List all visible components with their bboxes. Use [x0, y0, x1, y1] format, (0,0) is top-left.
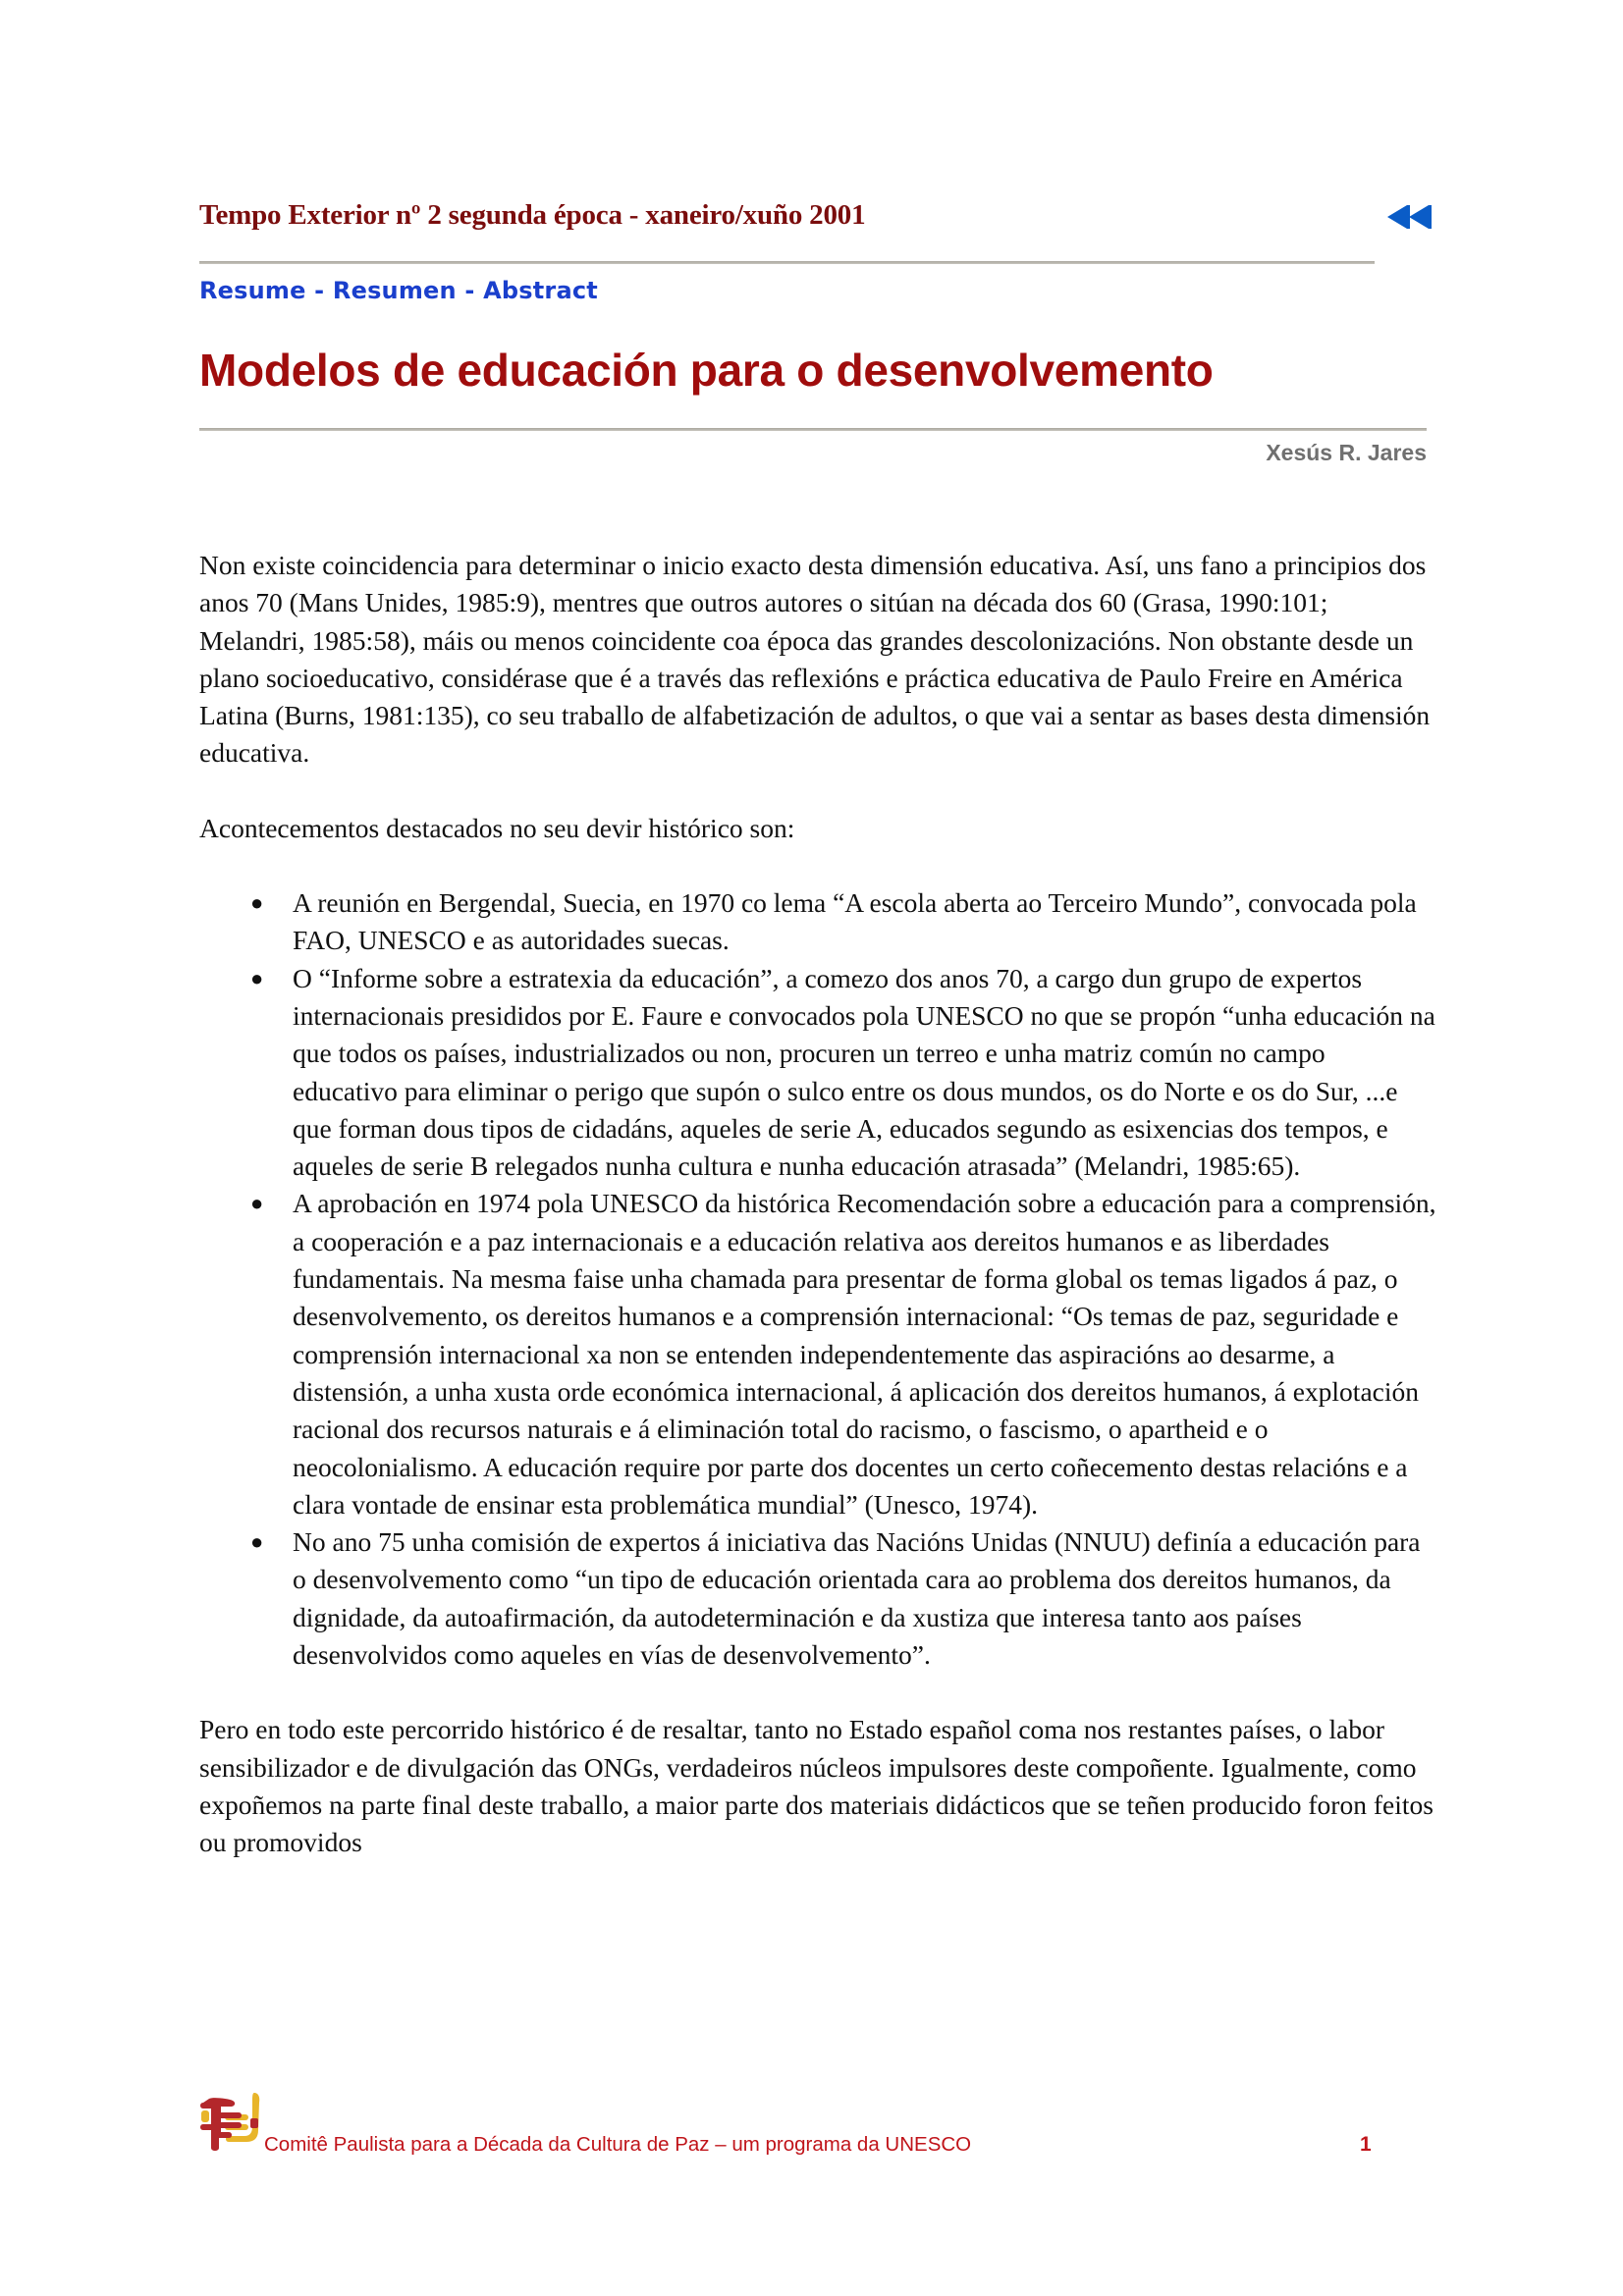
- bullet-icon: ●: [250, 890, 264, 916]
- article-body: [199, 547, 1436, 1899]
- list-item: [199, 1185, 1436, 1523]
- bullet-icon: ●: [250, 965, 264, 990]
- list-item-text: O “Informe sobre a estratexia da educación”, a comezo dos anos 70, a cargo dun grupo de expertos internacionais presididos por E. Faure e convocados pola UNESCO no que se propón “unha educación na que todos os países, industrializados ou non, procuren un terreo e unha matriz común no campo educativo para eliminar o perigo que supón o sulco entre os dous mundos, os do Norte e os do Sur, ...e que forman dous tipos de cidadáns, aqueles de serie A, educados segundo as esixencias dos tempos, e aqueles de serie B relegados nunha cultura e nunha educación atrasada” (Melandri, 1985:65).: [293, 962, 1435, 1182]
- paragraph-intro: Non existe coincidencia para determinar o inicio exacto desta dimensión educativa. Así, uns fano a principios dos anos 70 (Mans Unides, 1985:9), mentres que outros autores o sitúan na década dos 60 (Grasa, 1990:101; Melandri, 1985:58), máis ou menos coincidente coa época das grandes descolonizacións. Non obstante desde un plano socioeducativo, considérase que é a través das reflexións e práctica educativa de Paulo Freire en América Latina (Burns, 1981:135), co seu traballo de alfabetización de adultos, o que vai a sentar as bases desta dimensión educativa.: [199, 550, 1431, 769]
- paragraph-events-lead: Acontecementos destacados no seu devir histórico son:: [199, 812, 795, 843]
- link-resume[interactable]: Resume: [199, 277, 306, 304]
- list-item-text: A reunión en Bergendal, Suecia, en 1970 co lema “A escola aberta ao Terceiro Mundo”, convocada pola FAO, UNESCO e as autoridades suecas.: [293, 887, 1417, 956]
- article-author: Xesús R. Jares: [1266, 440, 1427, 465]
- link-abstract[interactable]: Abstract: [483, 277, 598, 304]
- list-item-text: No ano 75 unha comisión de expertos á iniciativa das Nacións Unidas (NNUU) definía a educación para o desenvolvemento como “un tipo de educación orientada cara ao problema dos dereitos humanos, da dignidade, da autoafirmación, da autodeterminación e da xustiza que interesa tanto aos países desenvolvidos como aqueles en vías de desenvolvemento”.: [293, 1526, 1421, 1671]
- list-item: [199, 884, 1436, 960]
- list-item: [199, 960, 1436, 1186]
- events-list: [199, 884, 1436, 1674]
- link-separator: -: [456, 277, 484, 304]
- bullet-icon: ●: [250, 1191, 264, 1216]
- comite-paulista-logo-icon: [199, 2091, 268, 2152]
- list-item: [199, 1523, 1436, 1674]
- header-divider: [199, 261, 1375, 264]
- title-divider: [199, 428, 1427, 431]
- footer-text: Comitê Paulista para a Década da Cultura de Paz – um programa da UNESCO: [264, 2133, 972, 2156]
- double-left-arrow-icon[interactable]: [1385, 203, 1436, 231]
- link-separator: -: [305, 277, 333, 304]
- link-resumen[interactable]: Resumen: [332, 277, 457, 304]
- issue-header: [199, 199, 1436, 239]
- list-item-text: A aprobación en 1974 pola UNESCO da histórica Recomendación sobre a educación para a comprensión, a cooperación e a paz internacionais e a educación relativa aos dereitos humanos e as liberdades fundamentais. Na mesma faise unha chamada para presentar de forma global os temas ligados á paz, o desenvolvemento, os dereitos humanos e a comprensión internacional: “Os temas de paz, seguridade e comprensión internacional xa non se entenden independentemente das aspiracións ao desarme, a distensión, a unha xusta orde económica internacional, á aplicación dos dereitos humanos, á explotación racional dos recursos naturais e á eliminación total do racismo, o fascismo, o apartheid e o neocolonialismo. A educación require por parte dos docentes un certo coñecemento destas relacións e a clara vontade de ensinar esta problemática mundial” (Unesco, 1974).: [293, 1188, 1436, 1520]
- bullet-icon: ●: [250, 1529, 264, 1555]
- language-links: [199, 277, 598, 304]
- issue-title: Tempo Exterior nº 2 segunda época - xaneiro/xuño 2001: [199, 199, 866, 231]
- page-footer: [199, 2091, 1427, 2156]
- article-title: Modelos de educación para o desenvolvemento: [199, 345, 1214, 396]
- page-number: 1: [1360, 2133, 1372, 2156]
- paragraph-closing: Pero en todo este percorrido histórico é de resaltar, tanto no Estado español coma nos restantes países, o labor sensibilizador e de divulgación das ONGs, verdadeiros núcleos impulsores deste compoñente. Igualmente, como expoñemos na parte final deste traballo, a maior parte dos materiais didácticos que se teñen producido foron feitos ou promovidos: [199, 1714, 1434, 1858]
